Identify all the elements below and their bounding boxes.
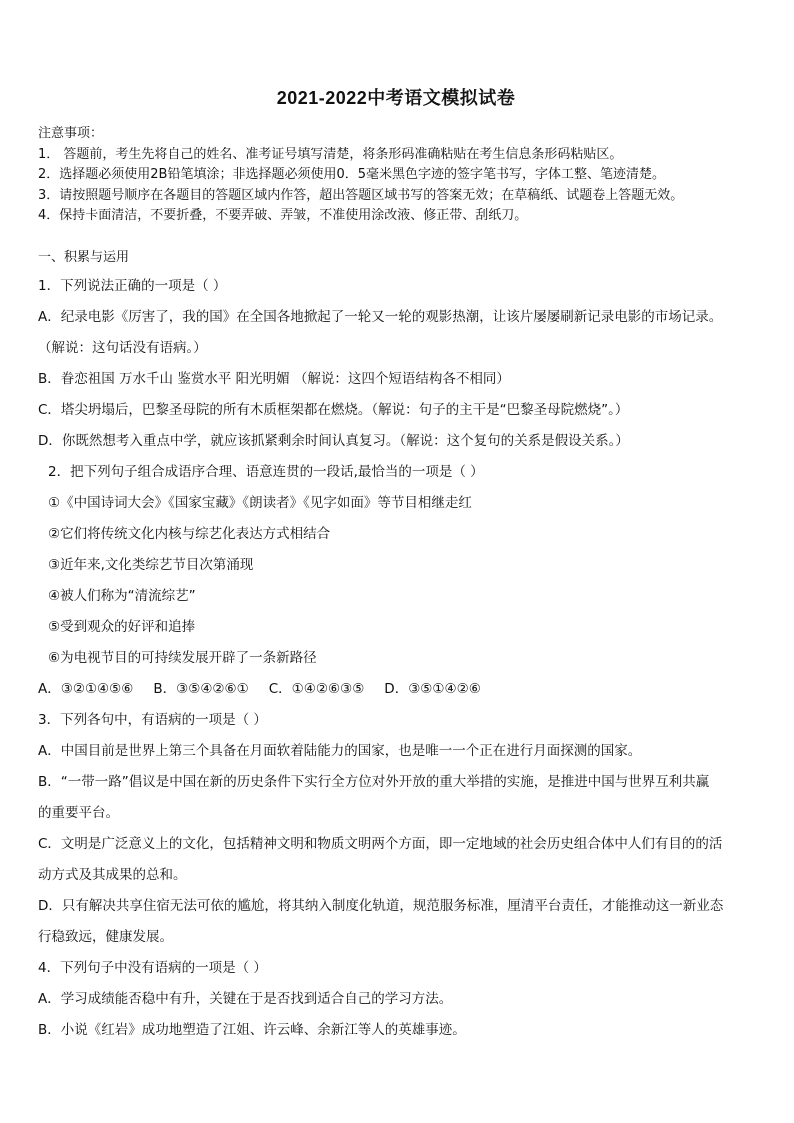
sentence-item: ④被人们称为“清流综艺”: [48, 587, 196, 604]
answer-options: [38, 674, 754, 705]
option-b: B．眷恋祖国 万水千山 鉴赏水平 阳光明媚 （解说：这四个短语结构各不相同）: [38, 370, 510, 387]
notes-heading: 注意事项：: [38, 126, 104, 141]
option-b: B．小说《红岩》成功地塑造了江姐、许云峰、余新江等人的英雄事迹。: [38, 1021, 466, 1038]
notes-block: [38, 124, 754, 227]
option-d: D．只有解决共享住宿无法可依的尴尬，将其纳入制度化轨道，规范服务标准，厘清平台责任，才能推动这一新业态: [38, 897, 724, 914]
section-heading: 一、积累与运用: [38, 249, 130, 265]
note-item: 3．请按照题号顺序在各题目的答题区域内作答，超出答题区域书写的答案无效；在草稿纸、试题卷上答题无效。: [38, 187, 684, 203]
question-3: [38, 705, 754, 953]
option-b-continued: 的重要平台。: [38, 804, 119, 821]
option-c: C．塔尖坍塌后，巴黎圣母院的所有木质框架都在燃烧。（解说：句子的主干是“巴黎圣母院燃烧”。）: [38, 401, 629, 418]
note-item: 2．选择题必须使用2B铅笔填涂；非选择题必须使用0．5毫米黑色字迹的签字笔书写，字体工整、笔迹清楚。: [38, 167, 666, 182]
option-c: C．文明是广泛意义上的文化，包括精神文明和物质文明两个方面，即一定地域的社会历史组合体中人们有目的的活: [38, 835, 723, 852]
option-a: A．③②①④⑤⑥: [38, 680, 134, 697]
question-stem: 2．把下列句子组合成语序合理、语意连贯的一段话,最恰当的一项是（ ）: [48, 463, 484, 480]
option-c-continued: 动方式及其成果的总和。: [38, 866, 187, 883]
note-item: 4．保持卡面清洁，不要折叠，不要弄破、弄皱，不准使用涂改液、修正带、刮纸刀。: [38, 208, 528, 223]
question-4: [38, 953, 754, 1046]
sentence-item: ⑤受到观众的好评和追捧: [48, 618, 196, 635]
option-a: A．纪录电影《厉害了，我的国》在全国各地掀起了一轮又一轮的观影热潮，让该片屡屡刷新记录电影的市场记录。: [38, 308, 723, 325]
note-item: 1． 答题前，考生先将自己的姓名、准考证号填写清楚，将条形码准确粘贴在考生信息条形码粘贴区。: [38, 146, 623, 162]
page-title: 2021-2022中考语文模拟试卷: [276, 88, 516, 108]
question-2: [38, 457, 754, 705]
option-a-explanation: （解说：这句话没有语病。）: [38, 339, 207, 356]
option-d: D．③⑤①④②⑥: [384, 680, 481, 697]
option-d: D．你既然想考入重点中学，就应该抓紧剩余时间认真复习。（解说：这个复句的关系是假设关系。）: [38, 432, 629, 449]
option-c: C．①④②⑥③⑤: [268, 680, 365, 697]
option-b: B．“一带一路”倡议是中国在新的历史条件下实行全方位对外开放的重大举措的实施，是推进中国与世界互利共赢: [38, 773, 710, 790]
question-stem: 1．下列说法正确的一项是（ ）: [38, 277, 227, 294]
sentence-item: ③近年来,文化类综艺节目次第涌现: [48, 556, 254, 573]
option-a: A．中国目前是世界上第三个具备在月面软着陆能力的国家，也是唯一一个正在进行月面探测的国家。: [38, 742, 642, 759]
question-stem: 4．下列句子中没有语病的一项是（ ）: [38, 959, 267, 976]
option-a: A．学习成绩能否稳中有升，关键在于是否找到适合自己的学习方法。: [38, 990, 453, 1007]
question-1: [38, 271, 754, 457]
sentence-item: ⑥为电视节目的可持续发展开辟了一条新路径: [48, 649, 317, 666]
option-d-continued: 行稳致远，健康发展。: [38, 928, 173, 945]
sentence-item: ②它们将传统文化内核与综艺化表达方式相结合: [48, 525, 331, 542]
option-b: B．③⑤④②⑥①: [153, 680, 249, 697]
sentence-item: ①《中国诗词大会》《国家宝藏》《朗读者》《见字如面》等节目相继走红: [48, 494, 472, 511]
question-stem: 3．下列各句中，有语病的一项是（ ）: [38, 711, 267, 728]
